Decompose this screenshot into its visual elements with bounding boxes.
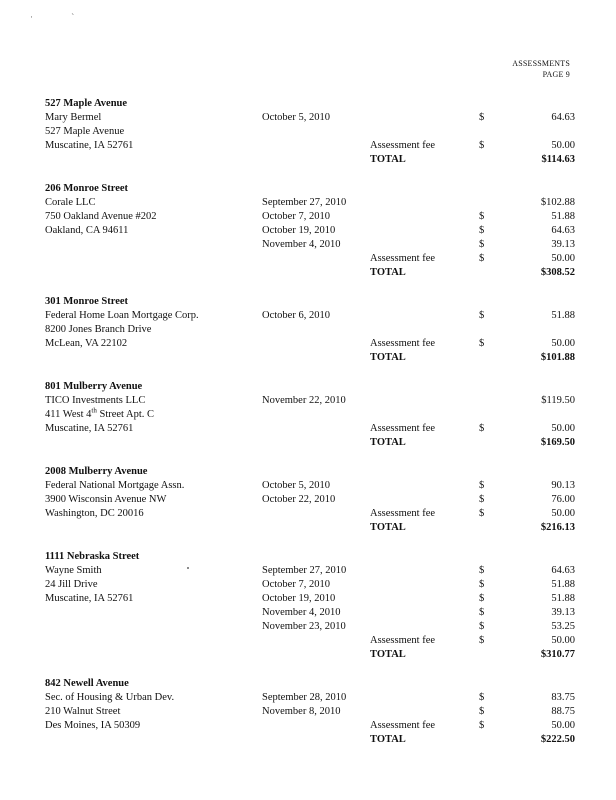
amount-value: 50.00 [551,253,575,264]
total-row [45,351,575,365]
amount-value: 39.13 [551,239,575,250]
ordinal-suffix: th [91,406,97,415]
assessment-entry [45,677,575,747]
total-row [45,648,575,662]
dollar-sign: $ [479,720,485,731]
owner-line: Corale LLC [45,197,96,208]
total-label: TOTAL [370,267,406,278]
charge-date: November 8, 2010 [262,706,341,717]
amount-value: 50.00 [551,508,575,519]
fee-row [45,422,575,436]
charge-row [45,408,575,422]
charge-row [45,323,575,337]
dollar-sign: $ [479,621,485,632]
charge-row [45,238,575,252]
property-address: 206 Monroe Street [45,183,129,194]
amount-value: 76.00 [551,494,575,505]
charge-date: September 27, 2010 [262,565,347,576]
total-label: TOTAL [370,352,406,363]
amount-value: 64.63 [551,225,575,236]
owner-line: Federal National Mortgage Assn. [45,480,185,491]
total-row [45,733,575,747]
owner-line: Wayne Smith [45,565,102,576]
dollar-sign: $ [479,253,485,264]
property-address: 2008 Mulberry Avenue [45,466,148,477]
charge-row [45,479,575,493]
charge-row [45,394,575,408]
owner-line: 8200 Jones Branch Drive [45,324,152,335]
dollar-sign: $ [479,565,485,576]
amount-value: 50.00 [551,423,575,434]
owner-line: Mary Bermel [45,112,102,123]
dollar-sign: $ [479,593,485,604]
total-row [45,153,575,167]
dollar-sign: $ [479,211,485,222]
owner-line: Oakland, CA 94611 [45,225,129,236]
header-page-number: PAGE 9 [542,70,570,79]
charge-date: October 19, 2010 [262,225,336,236]
page-header [512,58,570,80]
amount-value: 88.75 [551,706,575,717]
amount-value: 50.00 [551,635,575,646]
owner-line: McLean, VA 22102 [45,338,128,349]
dollar-sign: $ [479,338,485,349]
dollar-sign: $ [479,635,485,646]
assessment-entry [45,97,575,167]
header-title: ASSESSMENTS [512,59,570,68]
dollar-sign: $ [479,494,485,505]
charge-row [45,309,575,323]
fee-row [45,252,575,266]
charge-date: October 7, 2010 [262,211,330,222]
fee-row [45,337,575,351]
charge-row [45,111,575,125]
total-amount: $216.13 [540,522,575,533]
total-label: TOTAL [370,437,406,448]
owner-line: Muscatine, IA 52761 [45,423,134,434]
owner-line: Federal Home Loan Mortgage Corp. [45,310,199,321]
amount-value: 50.00 [551,338,575,349]
amount-value: $119.50 [541,395,575,406]
total-row [45,521,575,535]
total-amount: $169.50 [540,437,575,448]
total-label: TOTAL [370,522,406,533]
fee-label: Assessment fee [370,635,436,646]
fee-label: Assessment fee [370,338,436,349]
charge-row [45,196,575,210]
total-amount: $310.77 [540,649,575,660]
charge-date: October 6, 2010 [262,310,330,321]
amount-value: 50.00 [551,720,575,731]
dollar-sign: $ [479,112,485,123]
owner-line: 411 West 4th Street Apt. C [45,406,155,420]
total-amount: $114.63 [541,154,575,165]
owner-line: Des Moines, IA 50309 [45,720,141,731]
fee-row [45,507,575,521]
amount-value: 51.88 [551,211,575,222]
dollar-sign: $ [479,579,485,590]
amount-value: 64.63 [551,565,575,576]
charge-row [45,606,575,620]
assessment-entry [45,380,575,450]
assessment-entry [45,465,575,535]
property-address: 527 Maple Avenue [45,98,128,109]
charge-row [45,592,575,606]
fee-row [45,139,575,153]
dollar-sign: $ [479,706,485,717]
fee-label: Assessment fee [370,508,436,519]
charge-date: September 28, 2010 [262,692,347,703]
amount-value: 39.13 [551,607,575,618]
assessment-entry [45,550,575,662]
charge-date: October 5, 2010 [262,480,330,491]
total-label: TOTAL [370,649,406,660]
charge-row [45,210,575,224]
dollar-sign: $ [479,692,485,703]
owner-line: 210 Walnut Street [45,706,121,717]
total-amount: $101.88 [540,352,575,363]
charge-date: September 27, 2010 [262,197,347,208]
charge-row [45,578,575,592]
assessment-entry [45,182,575,280]
charge-date: October 5, 2010 [262,112,330,123]
charge-row [45,125,575,139]
charge-date: November 22, 2010 [262,395,346,406]
amount-value: 83.75 [551,692,575,703]
amount-value: 64.63 [551,112,575,123]
charge-date: November 23, 2010 [262,621,346,632]
amount-value: 50.00 [551,140,575,151]
charge-row [45,620,575,634]
charge-row [45,564,575,578]
owner-line: Washington, DC 20016 [45,508,144,519]
dollar-sign: $ [479,239,485,250]
fee-label: Assessment fee [370,140,436,151]
scan-specks: · ` [30,12,93,22]
charge-row [45,493,575,507]
fee-label: Assessment fee [370,423,436,434]
dollar-sign: $ [479,225,485,236]
assessment-entry [45,295,575,365]
total-label: TOTAL [370,734,406,745]
charge-date: October 19, 2010 [262,593,336,604]
dollar-sign: $ [479,310,485,321]
dollar-sign: $ [479,607,485,618]
amount-value: 90.13 [551,480,575,491]
property-address: 301 Monroe Street [45,296,129,307]
total-amount: $222.50 [540,734,575,745]
owner-line: 527 Maple Avenue [45,126,125,137]
dollar-sign: $ [479,423,485,434]
charge-row [45,705,575,719]
dollar-sign: $ [479,508,485,519]
fee-row [45,719,575,733]
property-address: 801 Mulberry Avenue [45,381,143,392]
amount-value: $102.88 [540,197,575,208]
amount-value: 51.88 [551,579,575,590]
owner-line: 750 Oakland Avenue #202 [45,211,157,222]
charge-date: November 4, 2010 [262,239,341,250]
dollar-sign: $ [479,480,485,491]
fee-row [45,634,575,648]
owner-line: Muscatine, IA 52761 [45,593,134,604]
property-address: 842 Newell Avenue [45,678,129,689]
charge-date: October 22, 2010 [262,494,336,505]
owner-line: Sec. of Housing & Urban Dev. [45,692,175,703]
amount-value: 51.88 [551,310,575,321]
total-row [45,436,575,450]
charge-row [45,691,575,705]
total-row [45,266,575,280]
charge-date: November 4, 2010 [262,607,341,618]
owner-line: Muscatine, IA 52761 [45,140,134,151]
fee-label: Assessment fee [370,253,436,264]
owner-line: 3900 Wisconsin Avenue NW [45,494,167,505]
amount-value: 51.88 [551,593,575,604]
assessment-list [45,97,575,762]
property-address: 1111 Nebraska Street [45,551,140,562]
scan-dot [187,567,189,569]
charge-date: October 7, 2010 [262,579,330,590]
fee-label: Assessment fee [370,720,436,731]
total-label: TOTAL [370,154,406,165]
owner-line: 24 Jill Drive [45,579,98,590]
dollar-sign: $ [479,140,485,151]
owner-line: TICO Investments LLC [45,395,146,406]
amount-value: 53.25 [551,621,575,632]
total-amount: $308.52 [540,267,575,278]
charge-row [45,224,575,238]
